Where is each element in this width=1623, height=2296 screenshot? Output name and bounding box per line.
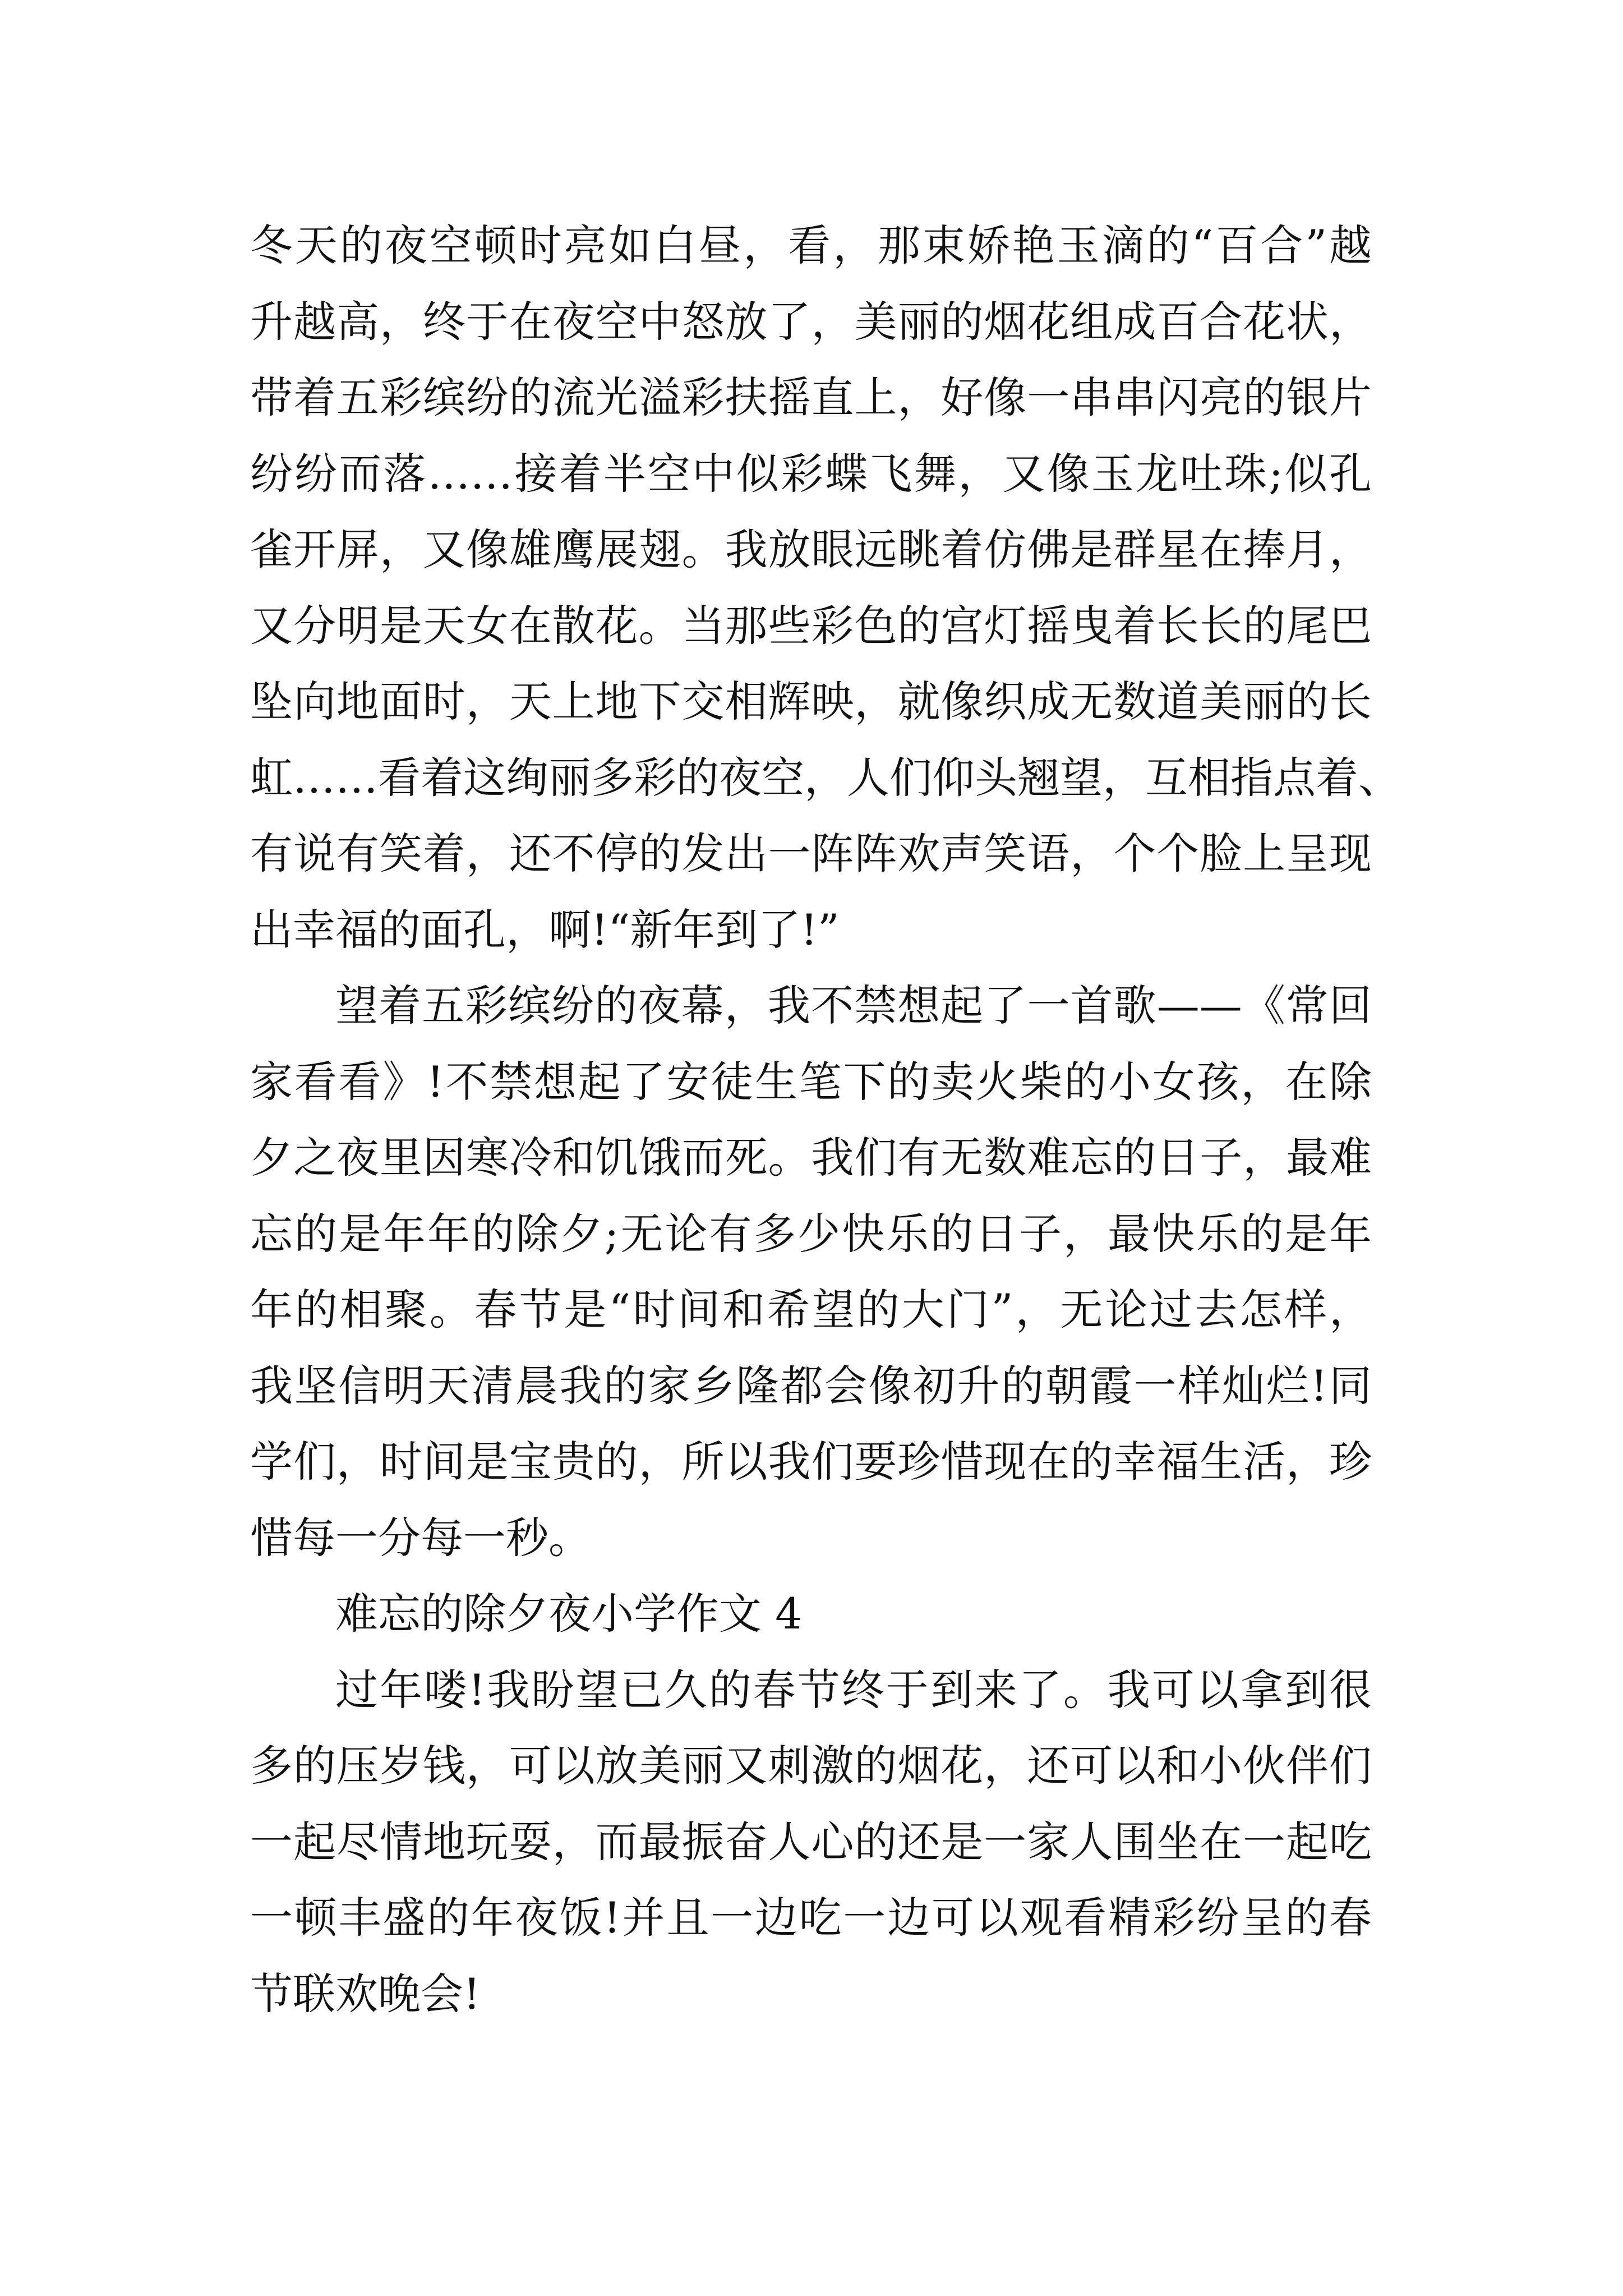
text-line: 虹……看着这绚丽多彩的夜空，人们仰头翘望，互相指点着、 xyxy=(250,752,1401,803)
text-line: 过年喽!我盼望已久的春节终于到来了。我可以拿到很 xyxy=(335,1664,1372,1715)
essay-heading xyxy=(250,1576,1372,1652)
text-line: 多的压岁钱，可以放美丽又刺激的烟花，还可以和小伙伴们 xyxy=(250,1741,1372,1791)
text-line: 又分明是天女在散花。当那些彩色的宫灯摇曳着长长的尾巴 xyxy=(250,600,1372,651)
heading-text: 难忘的除夕夜小学作文 4 xyxy=(335,1589,803,1639)
text-line: 升越高，终于在夜空中怒放了，美丽的烟花组成百合花状， xyxy=(250,296,1372,347)
text-line: 忘的是年年的除夕;无论有多少快乐的日子，最快乐的是年 xyxy=(250,1208,1372,1259)
paragraph-reflection xyxy=(250,968,1372,1576)
text-line: 年的相聚。春节是“时间和希望的大门”，无论过去怎样， xyxy=(250,1285,1372,1335)
document-body xyxy=(250,208,1401,2032)
text-line: 一起尽情地玩耍，而最振奋人心的还是一家人围坐在一起吃 xyxy=(250,1816,1372,1867)
text-line: 带着五彩缤纷的流光溢彩扶摇直上，好像一串串闪亮的银片 xyxy=(250,372,1372,422)
text-line: 纷纷而落……接着半空中似彩蝶飞舞，又像玉龙吐珠;似孔 xyxy=(250,448,1372,499)
text-line: 我坚信明天清晨我的家乡隆都会像初升的朝霞一样灿烂!同 xyxy=(250,1360,1372,1411)
text-line: 出幸福的面孔，啊!“新年到了!” xyxy=(250,904,840,955)
text-line: 冬天的夜空顿时亮如白昼，看，那束娇艳玉滴的“百合”越 xyxy=(250,220,1372,270)
text-line: 望着五彩缤纷的夜幕，我不禁想起了一首歌——《常回 xyxy=(335,981,1372,1030)
text-line: 一顿丰盛的年夜饭!并且一边吃一边可以观看精彩纷呈的春 xyxy=(250,1893,1372,1943)
paragraph-fireworks xyxy=(250,208,1401,968)
text-line: 坠向地面时，天上地下交相辉映，就像织成无数道美丽的长 xyxy=(250,677,1372,726)
text-line: 夕之夜里因寒冷和饥饿而死。我们有无数难忘的日子，最难 xyxy=(250,1133,1372,1182)
text-line: 有说有笑着，还不停的发出一阵阵欢声笑语，个个脸上呈现 xyxy=(250,829,1372,878)
text-line: 惜每一分每一秒。 xyxy=(250,1512,591,1563)
text-line: 节联欢晚会! xyxy=(250,1968,481,2019)
text-line: 学们，时间是宝贵的，所以我们要珍惜现在的幸福生活，珍 xyxy=(250,1437,1372,1487)
text-line: 雀开屏，又像雄鹰展翅。我放眼远眺着仿佛是群星在捧月， xyxy=(250,524,1372,574)
text-line: 家看看》!不禁想起了安徒生笔下的卖火柴的小女孩，在除 xyxy=(250,1056,1372,1107)
paragraph-new-year xyxy=(250,1652,1372,2032)
